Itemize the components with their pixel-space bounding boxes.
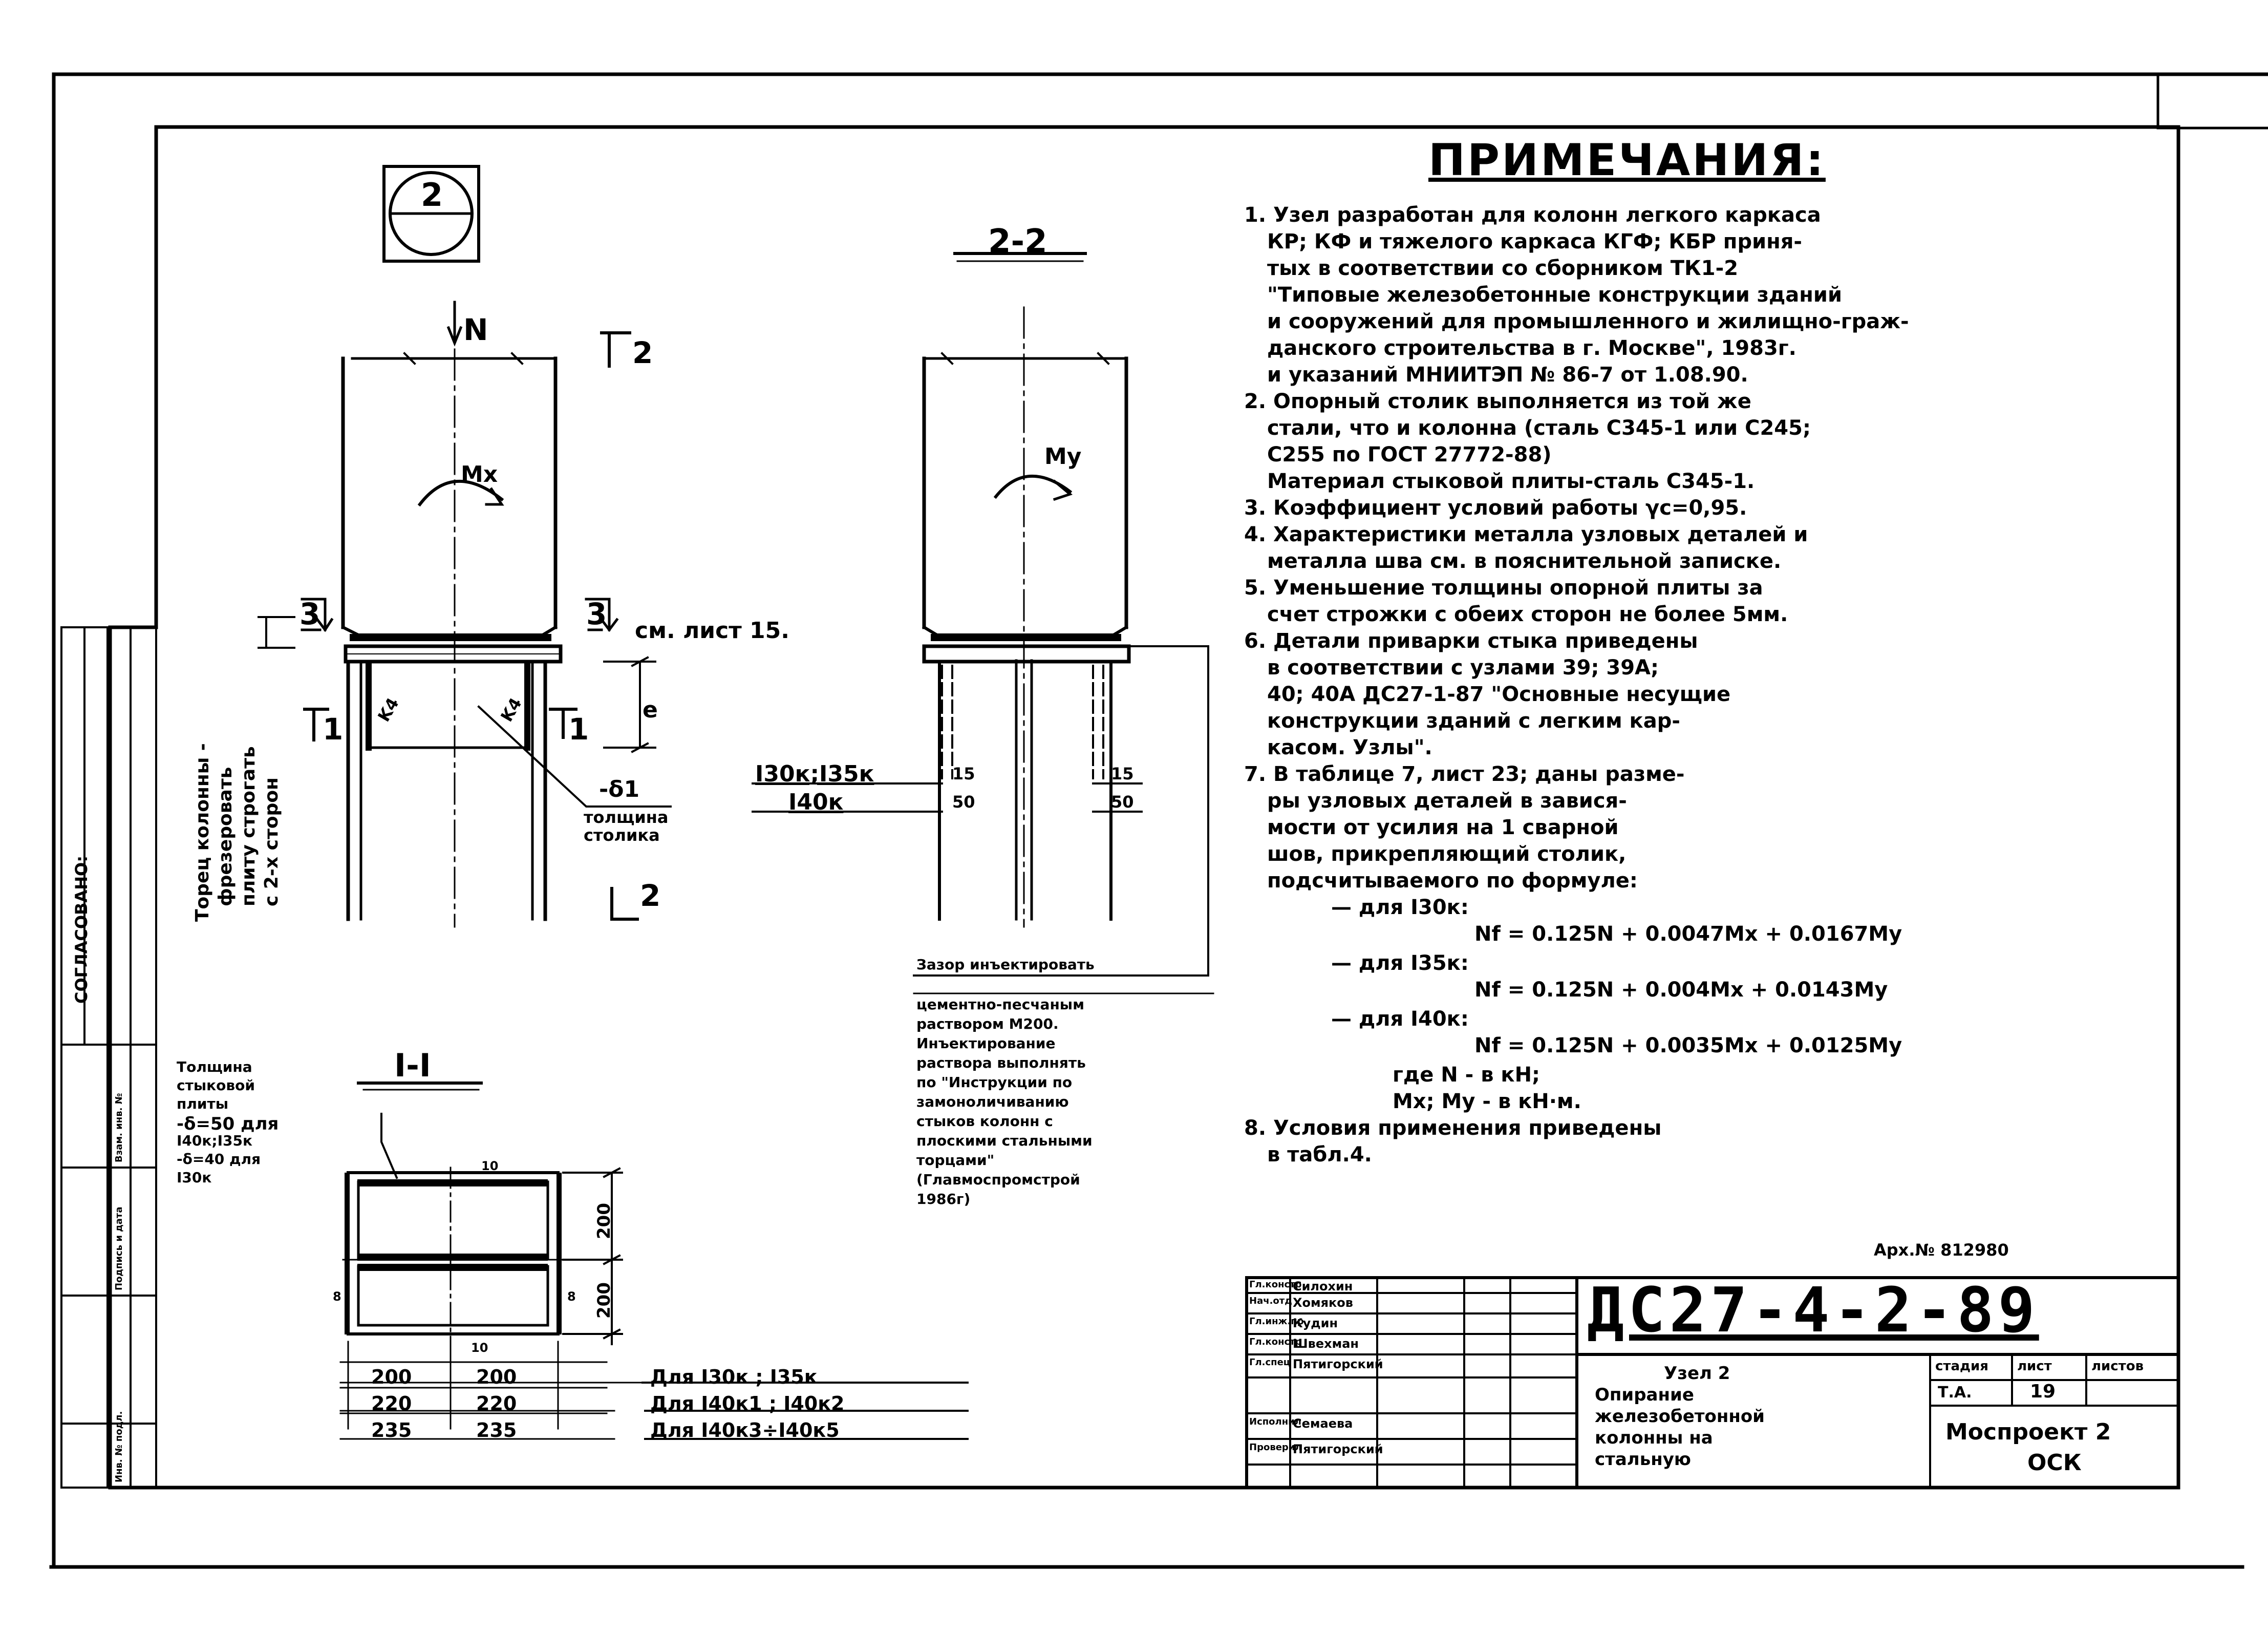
strip-cell-1: Взам. инв. № bbox=[114, 1093, 124, 1162]
stage-value: Т.А. bbox=[1938, 1384, 1972, 1402]
note-line: 7. В таблице 7, лист 23; даны разме- bbox=[1244, 762, 1685, 786]
note-line: 5. Уменьшение толщины опорной плиты за bbox=[1244, 576, 1763, 600]
note-line: и указаний МНИИТЭП № 86-7 от 1.08.90. bbox=[1267, 363, 1748, 387]
dim-top-10: 10 bbox=[481, 1159, 499, 1173]
width-dim-right: 235 bbox=[476, 1419, 517, 1441]
note-line: 40; 40А ДС27-1-87 "Основные несущие bbox=[1267, 683, 1731, 706]
plate-note-line: I40к;I35к bbox=[177, 1132, 252, 1149]
mark-1-left: 1 bbox=[323, 712, 344, 747]
signer-role: Гл.инж.пр bbox=[1249, 1316, 1304, 1327]
plate-note-line: стыковой bbox=[177, 1077, 255, 1094]
vertical-note-2: фрезеровать bbox=[215, 767, 236, 906]
moment-mx-label: Mx bbox=[461, 461, 498, 487]
note-line: "Типовые железобетонные конструкции зданий bbox=[1267, 283, 1842, 307]
table-thickness-note-1: толщина bbox=[584, 808, 669, 827]
note-line: Nf = 0.125N + 0.004Mx + 0.0143My bbox=[1474, 978, 1888, 1002]
note-line: — для I40к: bbox=[1331, 1007, 1469, 1031]
grout-note-line: плоскими стальными bbox=[916, 1132, 1093, 1149]
dept-name: ОСК bbox=[2027, 1450, 2082, 1476]
signer-role: Нач.отд bbox=[1249, 1296, 1292, 1306]
left-dim-15: 15 bbox=[952, 764, 975, 783]
note-line: где N - в кН; bbox=[1393, 1063, 1540, 1087]
dim-bottom-10: 10 bbox=[471, 1341, 488, 1355]
note-line: металла шва см. в пояснительной записке. bbox=[1267, 549, 1782, 573]
width-row-label: Для I40к3÷I40к5 bbox=[650, 1419, 840, 1441]
note-line: счет строжки с обеих сторон не более 5мм. bbox=[1267, 603, 1788, 626]
note-line: тых в соответствии со сборником ТК1-2 bbox=[1267, 257, 1739, 280]
section-1-1-title: I-I bbox=[394, 1047, 431, 1084]
description-line: колонны на bbox=[1595, 1428, 1713, 1448]
signer-name: Пятигорский bbox=[1293, 1357, 1383, 1371]
signer-role: Гл.констр bbox=[1249, 1279, 1302, 1290]
note-line: конструкции зданий с легким кар- bbox=[1267, 709, 1680, 733]
stage-label: стадия bbox=[1935, 1359, 1988, 1374]
description-line: Опирание bbox=[1595, 1385, 1694, 1405]
section-mark-2-bottom: 2 bbox=[640, 878, 661, 913]
sheet-label: лист bbox=[2017, 1359, 2052, 1374]
vertical-note-3: плиту строгать bbox=[238, 746, 259, 906]
strip-cell-3: Инв. № подл. bbox=[114, 1411, 124, 1482]
signer-name: Силохин bbox=[1293, 1279, 1353, 1293]
note-line: Nf = 0.125N + 0.0047Mx + 0.0167My bbox=[1474, 922, 1902, 946]
note-line: Материал стыковой плиты-сталь С345-1. bbox=[1267, 470, 1755, 493]
grout-note-line: торцами" bbox=[916, 1152, 995, 1169]
dim-right-8: 8 bbox=[567, 1289, 576, 1304]
note-line: Mx; My - в кН·м. bbox=[1393, 1090, 1581, 1113]
dim-left-8: 8 bbox=[333, 1289, 341, 1304]
moment-my-label: My bbox=[1044, 443, 1082, 470]
force-n-label: N bbox=[463, 312, 488, 347]
width-dim-left: 200 bbox=[371, 1366, 412, 1388]
signer-name: Хомяков bbox=[1293, 1296, 1353, 1310]
note-line: касом. Узлы". bbox=[1267, 736, 1432, 759]
beam-label-1: I30к;I35к bbox=[755, 761, 874, 787]
right-dim-50: 50 bbox=[1111, 792, 1134, 812]
note-line: мости от усилия на 1 сварной bbox=[1267, 816, 1619, 839]
height-e-label: е bbox=[643, 697, 658, 723]
width-dim-right: 220 bbox=[476, 1392, 517, 1415]
section-mark-2-top: 2 bbox=[632, 335, 653, 370]
width-row-label: Для I40к1 ; I40к2 bbox=[650, 1392, 845, 1415]
note-line: и сооружений для промышленного и жилищно-граж- bbox=[1267, 310, 1909, 333]
description-line: железобетонной bbox=[1595, 1406, 1765, 1427]
note-line: стали, что и колонна (сталь С345-1 или С245; bbox=[1267, 416, 1811, 440]
agreed-label: СОГЛАСОВАНО: bbox=[72, 855, 91, 1004]
view-2-2-title: 2-2 bbox=[988, 223, 1047, 261]
vertical-note-1: Торец колонны - bbox=[192, 743, 213, 922]
mark-3-right: 3 bbox=[586, 597, 607, 631]
height-200-bottom: 200 bbox=[594, 1282, 614, 1319]
note-line: данского строительства в г. Москве", 1983г. bbox=[1267, 336, 1796, 360]
mark-3-left: 3 bbox=[299, 597, 320, 631]
grout-note-line: стыков колонн с bbox=[916, 1113, 1053, 1130]
note-line: в табл.4. bbox=[1267, 1143, 1372, 1167]
strip-cell-2: Подпись и дата bbox=[114, 1206, 124, 1290]
grout-note-line: по "Инструкции по bbox=[916, 1074, 1073, 1091]
grout-note-line: Зазор инъектировать bbox=[916, 956, 1095, 973]
weld-k4-right: K4 bbox=[497, 694, 526, 725]
node-marker-number: 2 bbox=[421, 176, 443, 214]
note-line: — для I30к: bbox=[1331, 896, 1469, 919]
note-line: 4. Характеристики металла узловых деталей и bbox=[1244, 523, 1808, 546]
plate-note-line: -δ=50 для bbox=[177, 1114, 279, 1134]
note-line: 2. Опорный столик выполняется из той же bbox=[1244, 390, 1751, 413]
width-dim-left: 235 bbox=[371, 1419, 412, 1441]
signer-name: Кудин bbox=[1293, 1316, 1338, 1330]
grout-note-line: (Главмоспромстрой bbox=[916, 1171, 1080, 1188]
signer-role: Исполнил bbox=[1249, 1416, 1301, 1427]
grout-note-line: цементно-песчаным bbox=[916, 996, 1085, 1013]
note-line: — для I35к: bbox=[1331, 951, 1469, 975]
signer-name: Семаева bbox=[1293, 1416, 1353, 1431]
note-line: 1. Узел разработан для колонн легкого каркаса bbox=[1244, 203, 1821, 227]
note-line: 6. Детали приварки стыка приведены bbox=[1244, 629, 1698, 653]
notes-title: ПРИМЕЧАНИЯ: bbox=[1428, 135, 1826, 186]
note-line: в соответствии с узлами 39; 39А; bbox=[1267, 656, 1659, 680]
width-row-label: Для I30к ; I35к bbox=[650, 1366, 818, 1388]
description-line: стальную bbox=[1595, 1449, 1691, 1470]
archive-number: Арх.№ 812980 bbox=[1874, 1240, 2009, 1260]
weld-k4-left: K4 bbox=[374, 694, 403, 725]
signer-name: Пятигорский bbox=[1293, 1442, 1383, 1456]
width-dim-right: 200 bbox=[476, 1366, 517, 1388]
description-line: Узел 2 bbox=[1664, 1363, 1730, 1384]
note-line: шов, прикрепляющий столик, bbox=[1267, 842, 1627, 866]
vertical-note-4: с 2-х сторон bbox=[261, 777, 282, 906]
signer-role: Проверил bbox=[1249, 1442, 1302, 1453]
note-line: КР; КФ и тяжелого каркаса КГФ; КБР приня- bbox=[1267, 230, 1803, 253]
plate-note-line: плиты bbox=[177, 1095, 229, 1112]
width-dim-left: 220 bbox=[371, 1392, 412, 1415]
grout-note-line: замоноличиванию bbox=[916, 1093, 1069, 1110]
grout-note-line: раствора выполнять bbox=[916, 1054, 1086, 1071]
grout-note-line: 1986г) bbox=[916, 1191, 971, 1207]
beam-label-2: I40к bbox=[788, 789, 844, 815]
grout-note-line: раствором М200. bbox=[916, 1015, 1059, 1032]
sheets-label: листов bbox=[2091, 1359, 2144, 1374]
note-line: С255 по ГОСТ 27772-88) bbox=[1267, 443, 1552, 466]
see-sheet-note: см. лист 15. bbox=[635, 618, 789, 644]
plate-note-line: -δ=40 для bbox=[177, 1151, 261, 1168]
note-line: 3. Коэффициент условий работы γc=0,95. bbox=[1244, 496, 1747, 520]
left-dim-50: 50 bbox=[952, 792, 975, 812]
signer-role: Гл.констр bbox=[1249, 1337, 1302, 1347]
note-line: 8. Условия применения приведены bbox=[1244, 1116, 1662, 1140]
org-name: Моспроект 2 bbox=[1945, 1419, 2111, 1445]
note-line: подсчитываемого по формуле: bbox=[1267, 869, 1638, 893]
plate-note-line: I30к bbox=[177, 1169, 212, 1186]
right-dim-15: 15 bbox=[1111, 764, 1134, 783]
signer-role: Гл.спец bbox=[1249, 1357, 1291, 1368]
note-line: ры узловых деталей в завися- bbox=[1267, 789, 1627, 813]
signer-name: Швехман bbox=[1293, 1337, 1359, 1351]
drawing-code: ДС27-4-2-89 bbox=[1587, 1275, 2039, 1346]
note-line: Nf = 0.125N + 0.0035Mx + 0.0125My bbox=[1474, 1034, 1902, 1057]
sheet-value: 19 bbox=[2030, 1381, 2056, 1402]
height-200-top: 200 bbox=[594, 1203, 614, 1239]
table-thickness-note-2: столика bbox=[584, 825, 660, 845]
plate-thickness-label: -δ1 bbox=[599, 776, 640, 802]
grout-note-line: Инъектирование bbox=[916, 1035, 1056, 1052]
plate-note-line: Толщина bbox=[177, 1058, 252, 1075]
mark-1-right: 1 bbox=[568, 712, 589, 747]
